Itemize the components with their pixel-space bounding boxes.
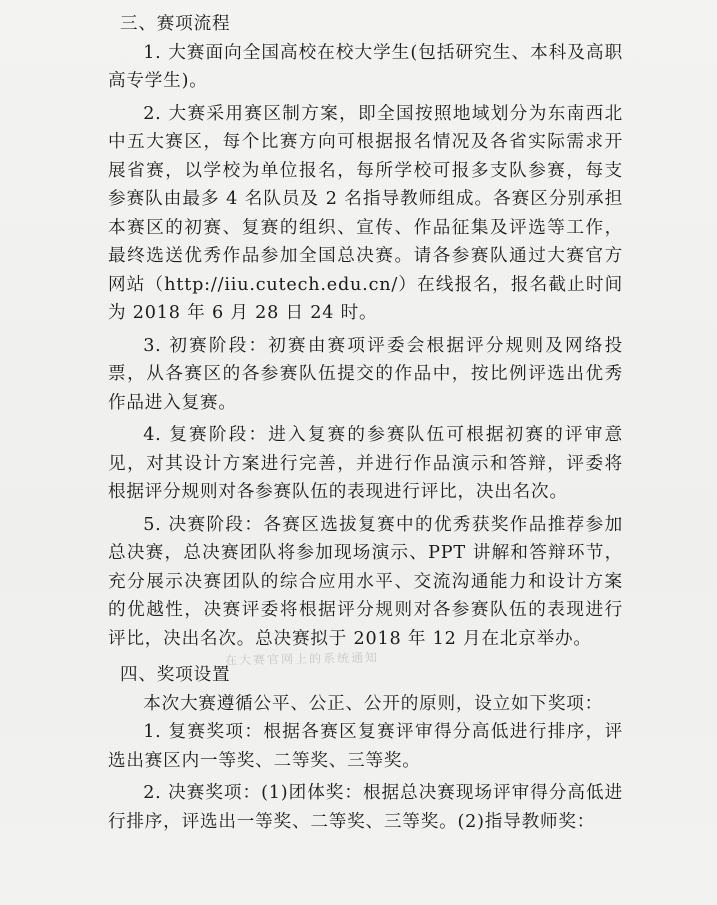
bleed-through-text: 在大赛官网上的系统通知 — [224, 650, 380, 668]
section-heading-awards: 四、奖项设置 — [120, 665, 231, 685]
process-item-4: 4. 复赛阶段：进入复赛的参赛队伍可根据初赛的评审意见，对其设计方案进行完善，并进行作品演示和答辩，评委将根据评分规则对各参赛队伍的表现进行评比，决出名次。 — [108, 425, 623, 502]
awards-item-1: 1. 复赛奖项：根据各赛区复赛评审得分高低进行排序，评选出赛区内一等奖、二等奖、三等奖。 — [108, 722, 623, 771]
process-item-3: 3. 初赛阶段：初赛由赛项评委会根据评分规则及网络投票，从各赛区的各参赛队伍提交的作品中，按比例评选出优秀作品进入复赛。 — [108, 335, 623, 413]
section-heading-process: 三、赛项流程 — [120, 14, 231, 34]
awards-item-2: 2. 决赛奖项：(1)团体奖：根据总决赛现场评审得分高低进行排序，评选出一等奖、二等奖、三等奖。(2)指导教师奖： — [108, 783, 623, 832]
process-item-5: 5. 决赛阶段：各赛区选拔复赛中的优秀获奖作品推荐参加总决赛，总决赛团队将参加现场演示、PPT 讲解和答辩环节，充分展示决赛团队的综合应用水平、交流沟通能力和设计方案的优越性，决赛评委将根据评分规则对各参赛队伍的表现进行评比，决出名次。总决赛拟于 2018 年 12 月在北京举办。 — [108, 514, 623, 649]
process-item-2: 2. 大赛采用赛区制方案，即全国按照地域划分为东南西北中五大赛区，每个比赛方向可根据报名情况及各省实际需求开展省赛，以学校为单位报名，每所学校可报多支队参赛，每支参赛队由最多 4 名队员及 2 名指导教师组成。各赛区分别承担本赛区的初赛、复赛的组织、宣传、作品征集及评选等工作，最终选送优秀作品参加全国总决赛。请各参赛队通过大赛官方网站（http://iiu.cutech.edu.cn/）在线报名，报名截止时间为 2018 年 6 月 28 日 24 时。 — [108, 103, 623, 323]
process-item-1: 1. 大赛面向全国高校在校大学生(包括研究生、本科及高职高专学生)。 — [108, 42, 623, 91]
awards-intro: 本次大赛遵循公平、公正、公开的原则，设立如下奖项： — [143, 693, 604, 714]
document-body — [108, 10, 623, 836]
